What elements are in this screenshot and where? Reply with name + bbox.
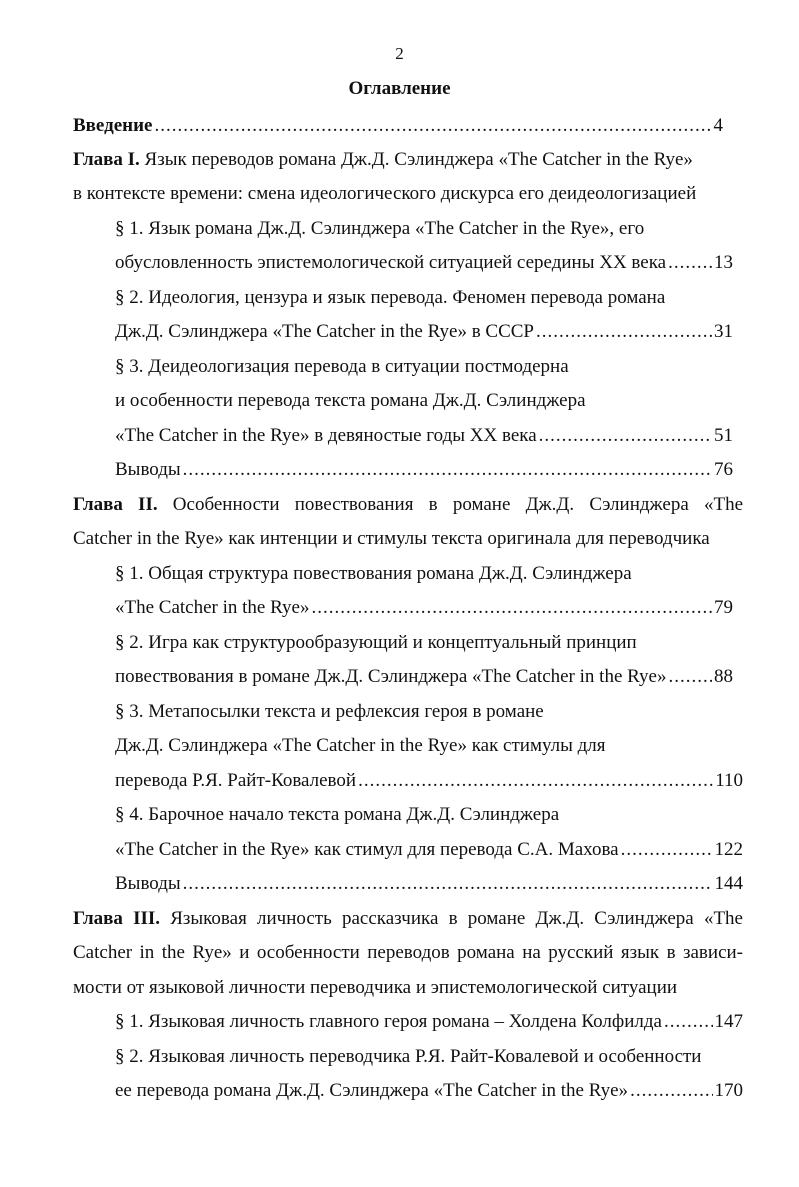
entry-page: 170 — [714, 1080, 743, 1101]
entry-page: 88 — [714, 666, 733, 687]
entry-page: 31 — [714, 321, 733, 342]
chapter-3-title-line-3: мости от языковой личности переводчика и эпистемологической ситуации — [73, 977, 678, 998]
entry-label: «The Catcher in the Rye» — [115, 597, 310, 618]
entry-label: Введение — [73, 115, 153, 136]
entry-page: 110 — [715, 770, 743, 791]
dot-leader — [183, 453, 712, 487]
ch2-s3-line-2[interactable]: Дж.Д. Сэлинджера «The Catcher in the Rye» как стимулы для — [115, 735, 606, 756]
entry-page: 122 — [714, 839, 743, 860]
dot-leader — [536, 315, 712, 349]
entry-label: «The Catcher in the Rye» в девяностые годы XX века — [115, 425, 537, 446]
entry-label: Выводы — [115, 459, 181, 480]
toc-entry-introduction[interactable] — [73, 109, 723, 143]
entry-label: ее перевода романа Дж.Д. Сэлинджера «The Catcher in the Rye» — [115, 1080, 629, 1101]
ch2-s4-entry[interactable] — [115, 833, 743, 867]
toc-title: Оглавление — [348, 78, 451, 99]
dot-leader — [539, 419, 712, 453]
chapter-2-title-line-1: Особенности повествования в романе Дж.Д. Сэлинджера «The — [157, 494, 743, 515]
ch2-s1-entry[interactable] — [115, 591, 733, 625]
entry-label: повествования в романе Дж.Д. Сэлинджера «The Catcher in the Rye» — [115, 666, 667, 687]
ch2-s2-entry[interactable] — [115, 660, 733, 694]
entry-label: «The Catcher in the Rye» как стимул для перевода С.А. Махова — [115, 839, 619, 860]
ch3-s1-entry[interactable] — [115, 1005, 743, 1039]
dot-leader — [630, 1074, 712, 1108]
chapter-1-title-line-2: в контексте времени: смена идеологического дискурса его деидеологизацией — [73, 183, 697, 204]
ch1-s2-line-1[interactable]: § 2. Идеология, цензура и язык перевода. Феномен перевода романа — [115, 287, 666, 308]
ch1-s1-line-1[interactable]: § 1. Язык романа Дж.Д. Сэлинджера «The Catcher in the Rye», его — [115, 218, 645, 239]
ch3-s2-entry[interactable] — [115, 1074, 743, 1108]
dot-leader — [311, 591, 712, 625]
entry-page: 51 — [714, 425, 733, 446]
entry-label: обусловленность эпистемологической ситуацией середины XX века — [115, 252, 667, 273]
dot-leader — [358, 764, 713, 798]
chapter-3-title-line-1: Языковая личность рассказчика в романе Дж.Д. Сэлинджера «The — [160, 908, 743, 929]
ch3-s2-line-1[interactable]: § 2. Языковая личность переводчика Р.Я. Райт-Ковалевой и особенности — [115, 1046, 702, 1067]
ch2-s3-line-1[interactable]: § 3. Метапосылки текста и рефлексия героя в романе — [115, 701, 544, 722]
chapter-1-title-line-1: Язык переводов романа Дж.Д. Сэлинджера «The Catcher in the Rye» — [139, 149, 693, 170]
entry-page: 76 — [714, 459, 733, 480]
ch2-s1-line-1[interactable]: § 1. Общая структура повествования романа Дж.Д. Сэлинджера — [115, 563, 632, 584]
dot-leader — [668, 246, 712, 280]
chapter-1-heading[interactable] — [73, 143, 723, 177]
chapter-2-heading[interactable] — [73, 488, 743, 522]
chapter-3-label: Глава III. — [73, 908, 161, 929]
ch1-s3-line-1[interactable]: § 3. Деидеологизация перевода в ситуации постмодерна — [115, 356, 569, 377]
ch1-s3-entry[interactable] — [115, 419, 733, 453]
entry-label: Выводы — [115, 873, 181, 894]
dot-leader — [668, 660, 712, 694]
ch2-s3-entry[interactable] — [115, 764, 743, 798]
ch2-s4-line-1[interactable]: § 4. Барочное начало текста романа Дж.Д. Сэлинджера — [115, 804, 560, 825]
dot-leader — [155, 109, 712, 143]
chapter-3-heading[interactable] — [73, 902, 743, 936]
chapter-2-title-line-2: Catcher in the Rye» как интенции и стимулы текста оригинала для переводчика — [73, 528, 710, 549]
entry-page: 4 — [713, 115, 723, 136]
chapter-1-label: Глава I. — [73, 149, 140, 170]
ch1-conclusions-entry[interactable] — [115, 453, 733, 487]
entry-page: 147 — [714, 1011, 743, 1032]
entry-label: перевода Р.Я. Райт-Ковалевой — [115, 770, 357, 791]
ch1-s2-entry[interactable] — [115, 315, 733, 349]
entry-label: Дж.Д. Сэлинджера «The Catcher in the Rye» в СССР — [115, 321, 535, 342]
chapter-3-title-line-2: Catcher in the Rye» и особенности переводов романа на русский язык в зависи- — [73, 942, 743, 963]
dot-leader — [621, 833, 713, 867]
chapter-2-label: Глава II. — [73, 494, 158, 515]
entry-label: § 1. Языковая личность главного героя романа – Холдена Колфилда — [115, 1011, 662, 1032]
entry-page: 79 — [714, 597, 733, 618]
entry-page: 13 — [714, 252, 733, 273]
ch1-s1-entry[interactable] — [115, 246, 733, 280]
entry-page: 144 — [714, 873, 743, 894]
dot-leader — [664, 1005, 713, 1039]
dot-leader — [183, 867, 713, 901]
ch1-s3-line-2[interactable]: и особенности перевода текста романа Дж.Д. Сэлинджера — [115, 390, 586, 411]
ch2-s2-line-1[interactable]: § 2. Игра как структурообразующий и концептуальный принцип — [115, 632, 637, 653]
ch2-conclusions-entry[interactable] — [115, 867, 743, 901]
page-number: 2 — [395, 44, 404, 63]
